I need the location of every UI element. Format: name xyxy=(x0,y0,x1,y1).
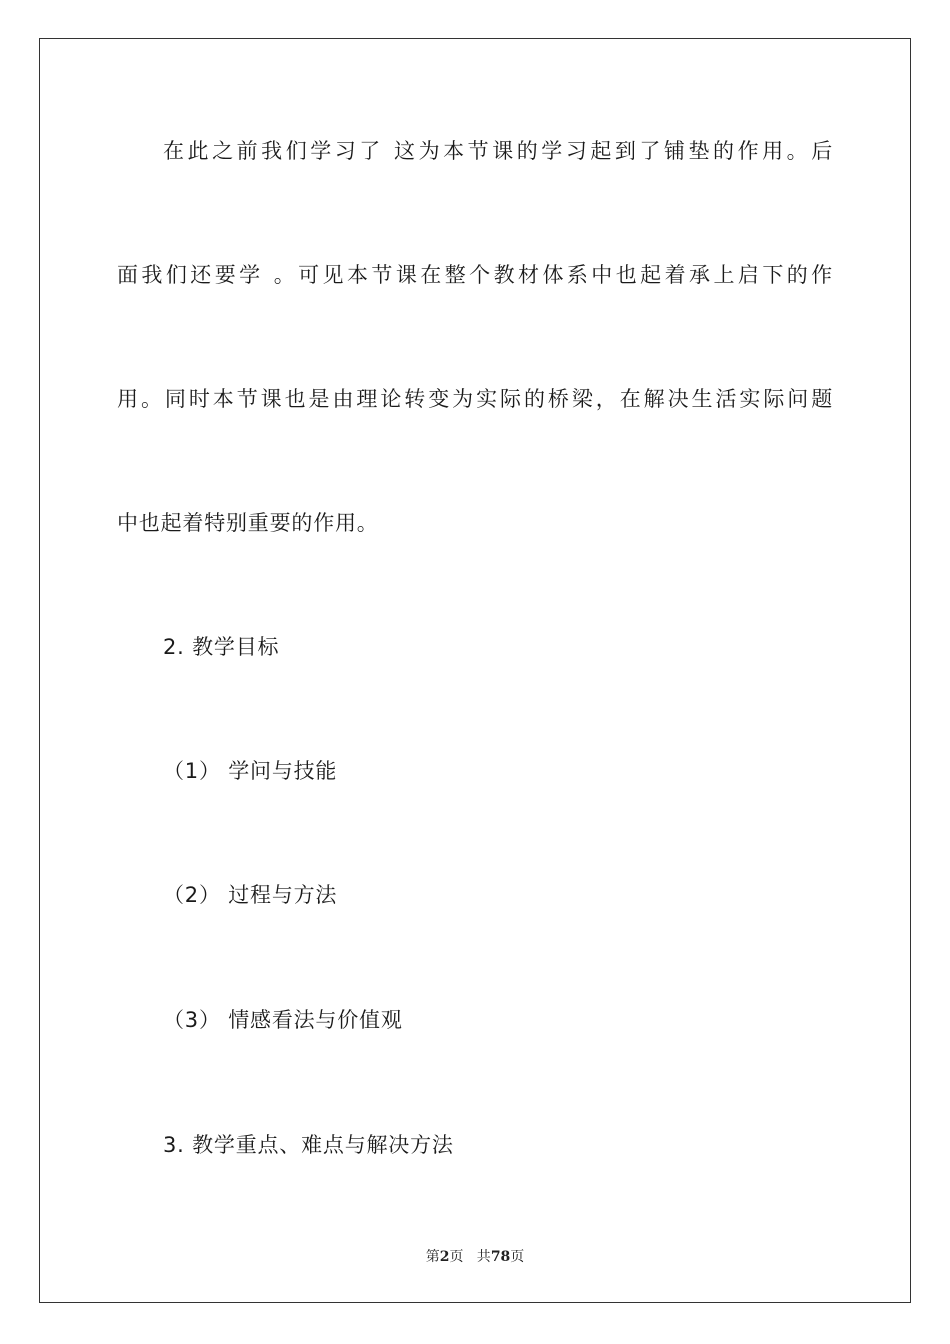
paragraph-line-1: 在此之前我们学习了 这为本节课的学习起到了铺垫的作用。后 xyxy=(163,139,833,163)
footer-prefix: 第 xyxy=(425,1249,440,1265)
paragraph-line-4: 中也起着特别重要的作用。 xyxy=(117,511,379,535)
section-2-item-1: （1） 学问与技能 xyxy=(163,759,338,783)
section-2-item-2: （2） 过程与方法 xyxy=(163,883,338,907)
page-border xyxy=(39,38,911,1303)
section-3-heading: 3. 教学重点、难点与解决方法 xyxy=(163,1133,454,1157)
footer-middle: 页 共 xyxy=(449,1249,491,1265)
section-2-heading: 2. 教学目标 xyxy=(163,635,280,659)
footer-suffix: 页 xyxy=(510,1249,525,1265)
paragraph-line-3: 用。同时本节课也是由理论转变为实际的桥梁，在解决生活实际问题 xyxy=(117,387,833,411)
section-2-item-3: （3） 情感看法与价值观 xyxy=(163,1008,403,1032)
page-footer xyxy=(0,1247,950,1267)
footer-page-number: 2 xyxy=(439,1249,450,1265)
paragraph-line-2: 面我们还要学 。可见本节课在整个教材体系中也起着承上启下的作 xyxy=(117,263,833,287)
footer-total-pages: 78 xyxy=(490,1249,511,1265)
